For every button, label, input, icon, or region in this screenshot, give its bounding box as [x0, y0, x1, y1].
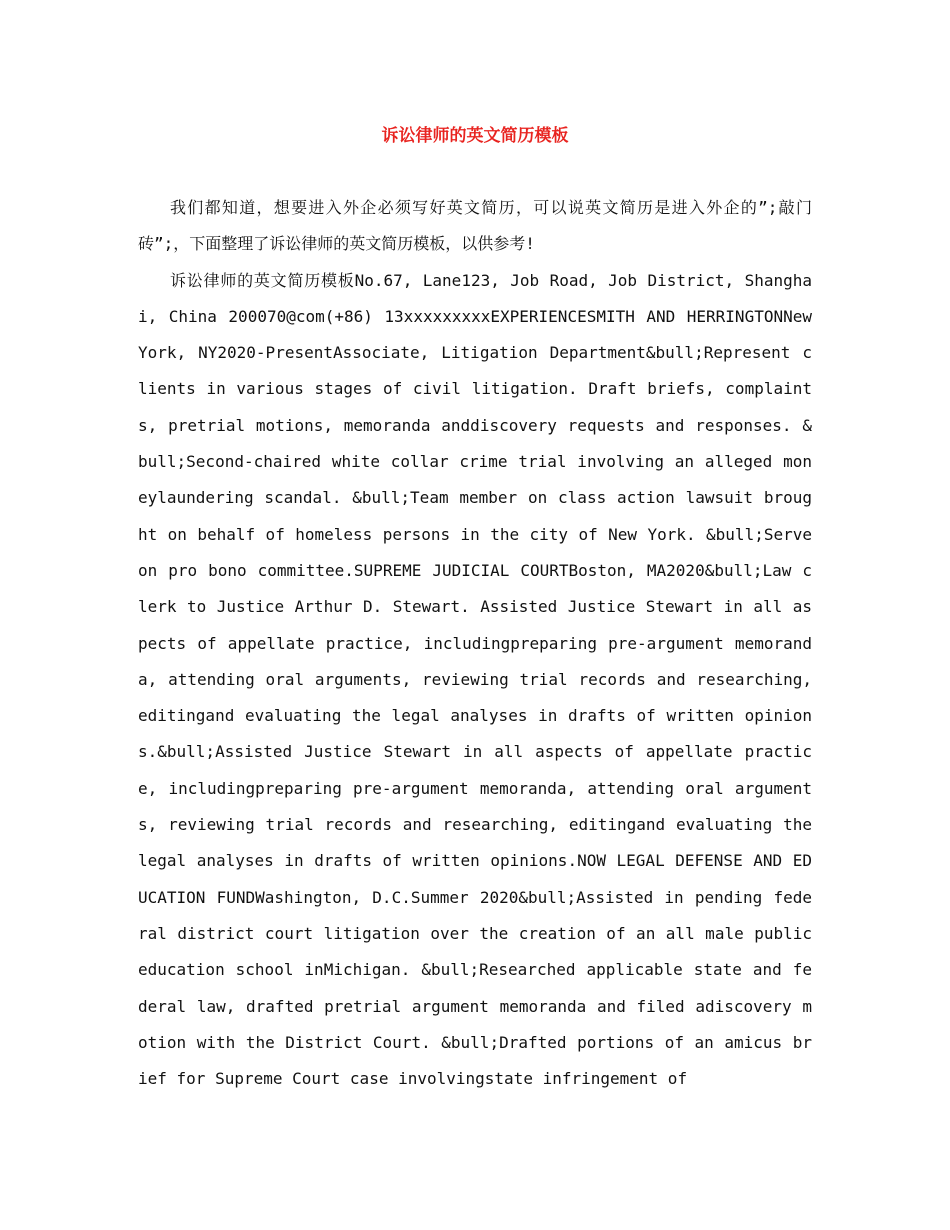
- document-body: [138, 190, 812, 1097]
- resume-paragraph: 诉讼律师的英文简历模板No.67, Lane123, Job Road, Job District, Shanghai, China 200070@com(+86) 13xxxxxxxxxEXPERIENCESMITH AND HERRINGTONNew York, NY2020-PresentAssociate, Litigation Department&bull;Represent clients in various stages of civil litigation. Draft briefs, complaints, pretrial motions, memoranda anddiscovery requests and responses. &bull;Second-chaired white collar crime trial involving an alleged moneylaundering scandal. &bull;Team member on class action lawsuit brought on behalf of homeless persons in the city of New York. &bull;Serve on pro bono committee.SUPREME JUDICIAL COURTBoston, MA2020&bull;Law clerk to Justice Arthur D. Stewart. Assisted Justice Stewart in all aspects of appellate practice, includingpreparing pre-argument memoranda, attending oral arguments, reviewing trial records and researching, editingand evaluating the legal analyses in drafts of written opinions.&bull;Assisted Justice Stewart in all aspects of appellate practice, includingpreparing pre-argument memoranda, attending oral arguments, reviewing trial records and researching, editingand evaluating the legal analyses in drafts of written opinions.NOW LEGAL DEFENSE AND EDUCATION FUNDWashington, D.C.Summer 2020&bull;Assisted in pending federal district court litigation over the creation of an all male public education school inMichigan. &bull;Researched applicable state and federal law, drafted pretrial argument memoranda and filed adiscovery motion with the District Court. &bull;Drafted portions of an amicus brief for Supreme Court case involvingstate infringement of: [138, 270, 812, 1089]
- intro-paragraph: 我们都知道，想要进入外企必须写好英文简历，可以说英文简历是进入外企的”;敲门砖”;，下面整理了诉讼律师的英文简历模板，以供参考!: [138, 198, 812, 254]
- document-title: 诉讼律师的英文简历模板: [381, 126, 569, 146]
